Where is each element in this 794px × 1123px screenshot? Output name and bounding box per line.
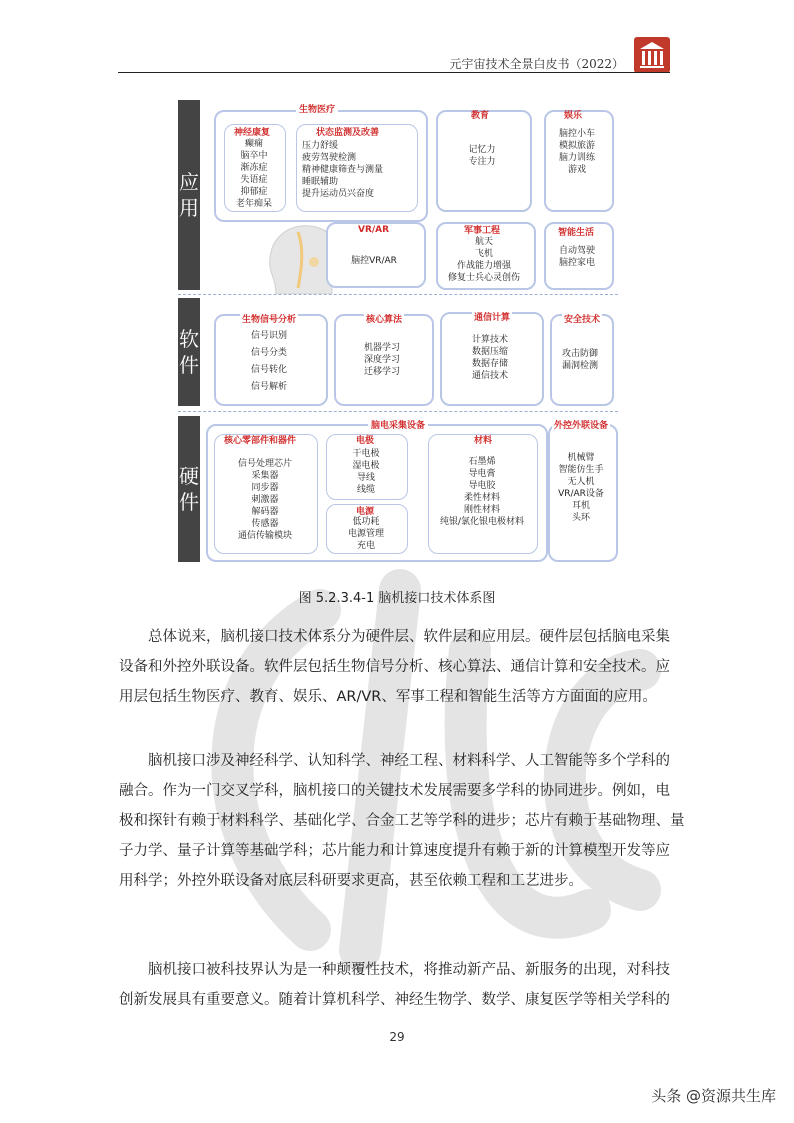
list-education: 记忆力 专注力 [468, 145, 496, 167]
title-neuro-rehab: 神经康复 [234, 128, 271, 138]
header-rule [118, 72, 670, 73]
band-divider-top [178, 294, 618, 295]
layer-label-application: 应用 [178, 100, 200, 290]
source-watermark-text: 头条 @资源共生库 [651, 1087, 776, 1105]
title-core-parts: 核心零部件和器件 [224, 436, 297, 446]
title-eeg-device: 脑电采集设备 [368, 418, 428, 431]
page-number: 29 [389, 1030, 405, 1044]
paragraph-3: 脑机接口被科技界认为是一种颠覆性技术，将推动新产品、新服务的出现，对科技 创新发展具有重要意义。随着计算机科学、神经生物学、数学、康复医学等相关学科的 [119, 962, 670, 1008]
band-divider-bottom [178, 411, 618, 412]
header-title: 元宇宙技术全景白皮书（2022） [449, 57, 624, 71]
list-peripheral: 机械臂 智能仿生手 无人机 VR/AR设备 耳机 头环 [558, 453, 604, 523]
paragraph-2: 脑机接口涉及神经科学、认知科学、神经工程、材料科学、人工智能等多个学科的 融合。作为一门交叉学科，脑机接口的关键技术发展需要多学科的协同进步。例如，电 极和探针有赖于材料科学、基础化学、合金工艺等学科的进步；芯片有赖于基础物理、量 子力学、量子计算等基础学科；芯片能力和计算速度提升有赖于新的计算模型开发等应 用科学；外控外联设备对底层科研要求更高，甚至依赖工程和工艺进步。 [119, 753, 685, 889]
title-peripheral: 外控外联设备 [552, 418, 610, 431]
list-core-algorithm: 机器学习 深度学习 迁移学习 [363, 343, 400, 377]
list-material: 石墨烯 导电膏 导电胶 柔性材料 刚性材料 纯银/氯化银电极材料 [439, 457, 525, 527]
list-power: 低功耗 电源管理 充电 [347, 517, 384, 551]
title-military: 军事工程 [464, 226, 501, 236]
title-core-algorithm: 核心算法 [364, 312, 404, 325]
title-education: 教育 [471, 111, 490, 121]
title-security: 安全技术 [562, 312, 602, 325]
title-entertainment: 娱乐 [564, 111, 583, 121]
title-bio-medical: 生物医疗 [296, 102, 338, 115]
title-comm-compute: 通信计算 [472, 310, 512, 323]
list-signal-analysis: 信号识别 信号分类 信号转化 信号解析 [250, 331, 287, 392]
title-state-monitor: 状态监测及改善 [316, 128, 380, 138]
title-vr-ar: VR/AR [358, 225, 390, 235]
figure-caption: 图 5.2.3.4-1 脑机接口技术体系图 [298, 591, 496, 606]
layer-label-software: 软件 [178, 298, 200, 406]
list-entertainment: 脑控小车 模拟旅游 脑力训练 游戏 [558, 129, 595, 175]
list-vr-ar: 脑控VR/AR [351, 256, 397, 266]
list-military: 航天 飞机 作战能力增强 修复士兵心灵创伤 [447, 237, 520, 283]
list-core-parts: 信号处理芯片 采集器 同步器 刺激器 解码器 传感器 通信传输模块 [237, 459, 292, 541]
layer-label-hardware: 硬件 [178, 416, 200, 562]
paragraph-1: 总体说来，脑机接口技术体系分为硬件层、软件层和应用层。硬件层包括脑电采集 设备和外控外联设备。软件层包括生物信号分析、核心算法、通信计算和安全技术。应 用层包括生物医疗、教育、娱乐、AR/VR、军事工程和智能生活等方方面面的应用。 [119, 629, 670, 705]
publisher-logo [634, 37, 670, 73]
list-security: 攻击防御 漏洞检测 [561, 349, 598, 371]
title-electrode: 电极 [356, 436, 375, 446]
title-smart-life: 智能生活 [558, 228, 595, 238]
list-comm-compute: 计算技术 数据压缩 数据存储 通信技术 [471, 335, 508, 381]
list-neuro-rehab: 癫痫 脑卒中 渐冻症 失语症 抑郁症 老年痴呆 [235, 139, 272, 209]
list-state-monitor: 压力舒缓 疲劳驾驶检测 精神健康筛查与测量 睡眠辅助 提升运动员兴奋度 [302, 141, 384, 199]
list-smart-life: 自动驾驶 脑控家电 [558, 246, 595, 268]
title-power: 电源 [356, 507, 375, 517]
title-material: 材料 [474, 436, 493, 446]
list-electrode: 干电极 湿电极 导线 线缆 [352, 449, 380, 495]
title-signal-analysis: 生物信号分析 [240, 312, 298, 325]
bci-architecture-diagram [178, 100, 618, 562]
